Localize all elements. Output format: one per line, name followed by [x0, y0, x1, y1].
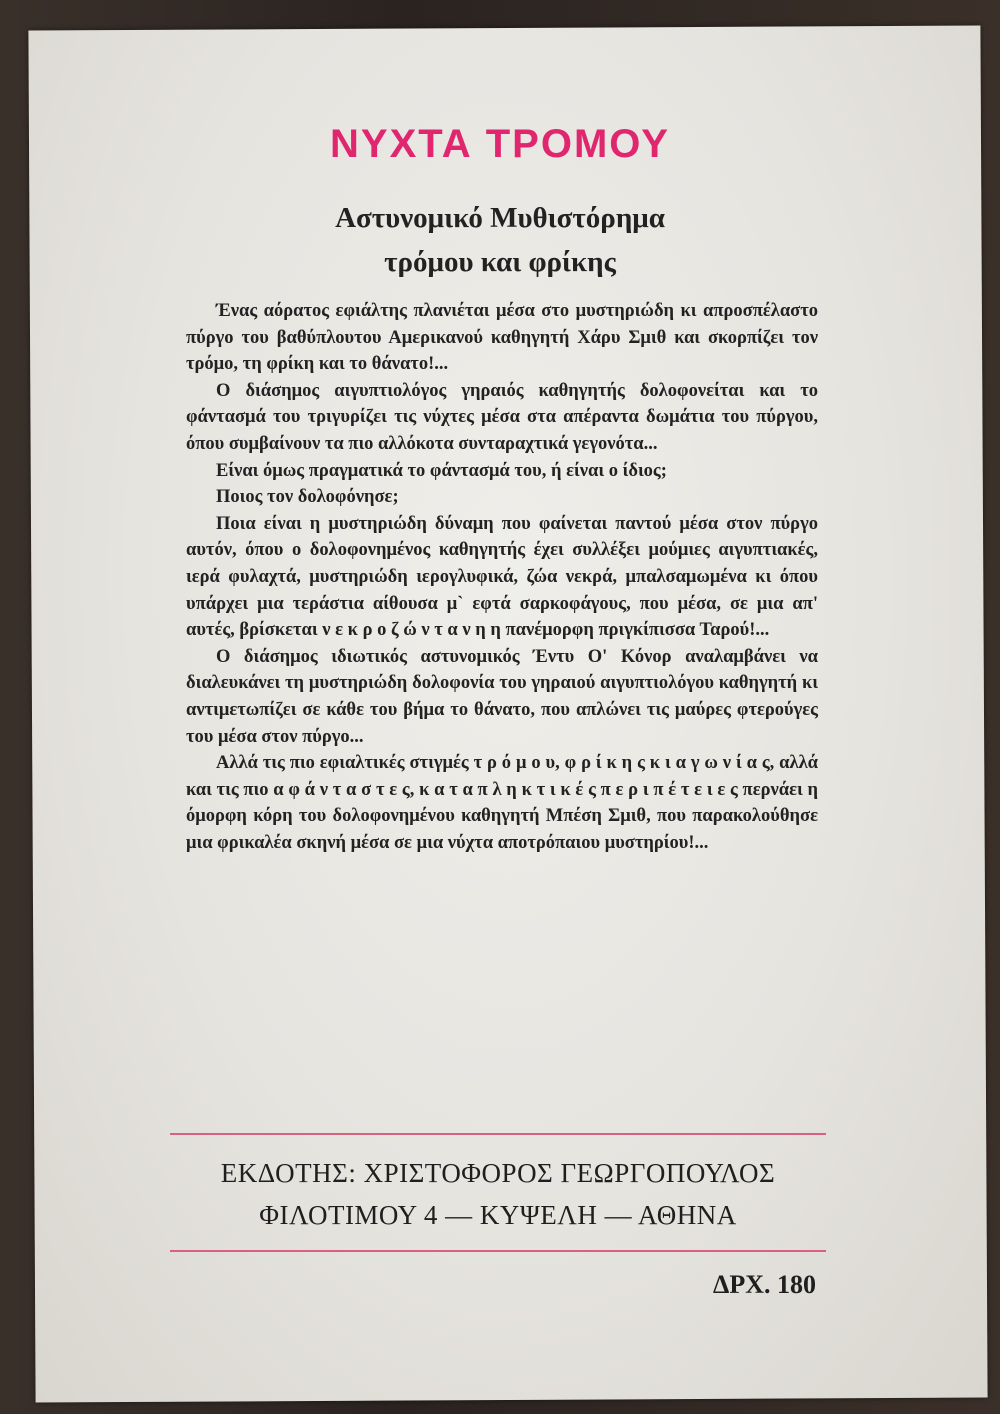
book-title: ΝΥΧΤΑ ΤΡΟΜΟΥ	[330, 122, 670, 166]
synopsis-paragraph: Ο διάσημος αιγυπτιολόγος γηραιός καθηγητής δολοφονείται και το φάντασμά του τριγυρίζει τις νύχτες μέσα στα απέραντα δωμάτια του πύργου, όπου συμβαίνουν τα πιο αλλόκοτα συνταραχτικά γεγονότα...	[186, 380, 818, 454]
publisher-address: ΦΙΛΟΤΙΜΟΥ 4 — ΚΥΨΕΛΗ — ΑΘΗΝΑ	[259, 1200, 737, 1230]
publisher-block	[150, 1152, 846, 1236]
subtitle-line-2: τρόμου και φρίκης	[384, 246, 616, 278]
synopsis-paragraph: Είναι όμως πραγματικά το φάντασμά του, ή είναι ο ίδιος;	[216, 460, 667, 481]
synopsis-paragraph: Ποια είναι η μυστηριώδη δύναμη που φαίνεται παντού μέσα στον πύργο αυτόν, όπου ο δολοφονημένος καθηγητής έχει συλλέξει μούμιες αιγυπτιακές, ιερά φυλαχτά, μυστηριώδη ιερογλυφικά, ζώα νεκρά, μπαλσαμωμένα κι όπου υπάρχει μια τεράστια αίθουσα μ` εφτά σαρκοφάγους, που μέσα, σε μια απ' αυτές, βρίσκεται ν ε κ ρ ο ζ ώ ν τ α ν η η πανέμορφη πριγκίπισσα Ταρού!...	[186, 513, 818, 641]
price-label: ΔΡΧ. 180	[713, 1270, 816, 1299]
divider-bottom	[170, 1250, 826, 1252]
synopsis-paragraph: Ένας αόρατος εφιάλτης πλανιέται μέσα στο μυστηριώδη κι απροσπέλαστο πύργο του βαθύπλουτου Αμερικανού καθηγητή Χάρυ Σμιθ και σκορπίζει τον τρόμο, τη φρίκη και το θάνατο!...	[186, 301, 818, 375]
publisher-name: ΕΚΔΟΤΗΣ: ΧΡΙΣΤΟΦΟΡΟΣ ΓΕΩΡΓΟΠΟΥΛΟΣ	[220, 1158, 776, 1188]
subtitle-line-1: Αστυνομικό Μυθιστόρημα	[335, 202, 665, 234]
synopsis-text	[186, 298, 818, 856]
synopsis-paragraph: Ο διάσημος ιδιωτικός αστυνομικός Έντυ Ο' Κόνορ αναλαμβάνει να διαλευκάνει τη μυστηριώδη δολοφονία του γηραιού αιγυπτιολόγου καθηγητή κι αντιμετωπίζει σε κάθε του βήμα το θάνατο, που απλώνει τις μαύρες φτερούγες του μέσα στον πύργο...	[186, 646, 818, 747]
synopsis-paragraph: Ποιος τον δολοφόνησε;	[216, 487, 399, 508]
synopsis-paragraph: Αλλά τις πιο εφιαλτικές στιγμές τ ρ ό μ ο υ, φ ρ ί κ η ς κ ι α γ ω ν ί α ς, αλλά και τις πιο α φ ά ν τ α σ τ ε ς, κ α τ α π λ η κ τ ι κ έ ς π ε ρ ι π έ τ ε ι ε ς περνάει η όμορφη κόρη του δολοφονημένου καθηγητή Μπέση Σμιθ, που παρακολούθησε μια φρικαλέα σκηνή μέσα σε μια νύχτα αποτρόπαιου μυστηρίου!...	[186, 753, 818, 853]
book-subtitle	[0, 196, 1000, 284]
divider-top	[170, 1133, 826, 1135]
